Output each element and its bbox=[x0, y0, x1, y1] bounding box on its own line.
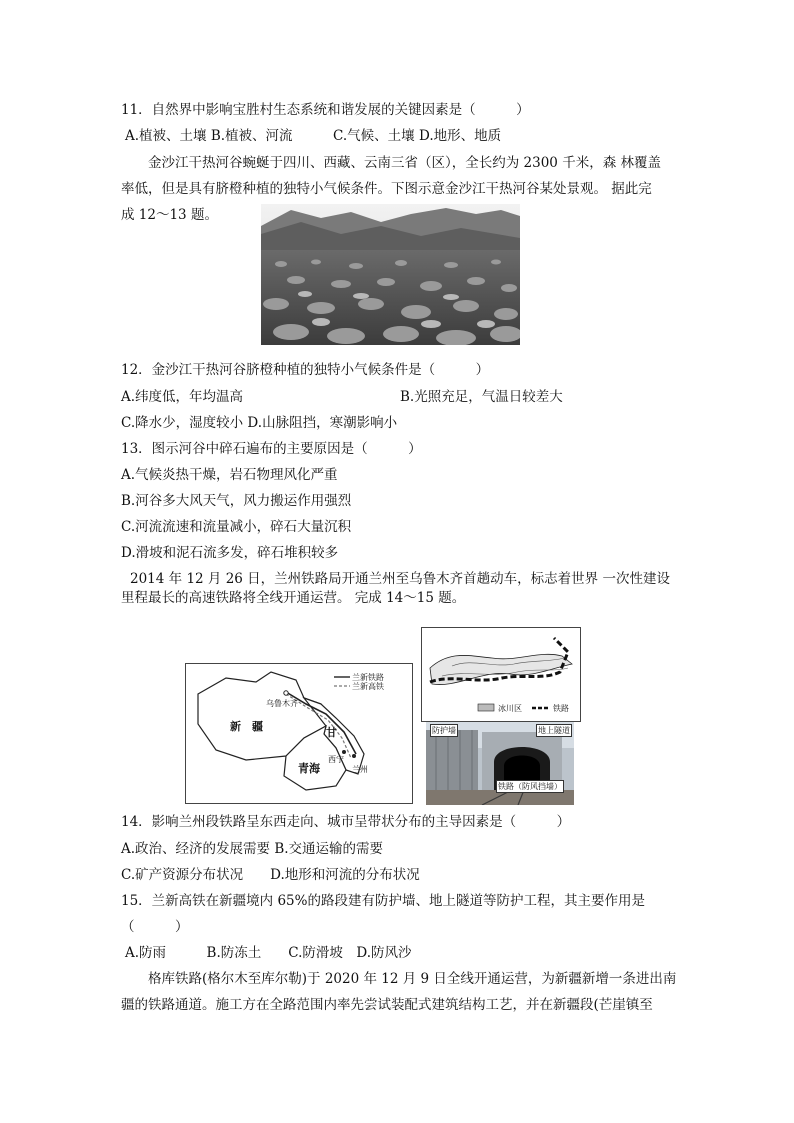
q13-option-c: C.河流流速和流量减小，碎石大量沉积 bbox=[121, 519, 352, 535]
tunnel-label-tunnel: 地上隧道 bbox=[538, 726, 570, 735]
intro16-line1: 格库铁路(格尔木至库尔勒)于 2020 年 12 月 9 日全线开通运营，为新疆新增一条进出南 bbox=[148, 971, 677, 987]
intro12-line2: 率低，但是具有脐橙种植的独特小气候条件。下图示意金沙江干热河谷某处景观。 据此完 bbox=[121, 181, 652, 197]
q11-options: A.植被、土壤 B.植被、河流 C.气候、土壤 D.地形、地质 bbox=[125, 128, 502, 144]
region-gansu: 甘 bbox=[326, 726, 337, 739]
q12-option-a: A.纬度低，年均温高 bbox=[121, 389, 244, 405]
tunnel-photo bbox=[426, 722, 574, 805]
city-urumqi: 乌鲁木齐 bbox=[266, 699, 298, 708]
legend-hsr-label: 兰新高铁 bbox=[352, 682, 384, 691]
intro12-line1: 金沙江干热河谷蜿蜒于四川、西藏、云南三省（区），全长约为 2300 千米，森 林覆盖 bbox=[148, 155, 661, 171]
q13-option-b: B.河谷多大风天气，风力搬运作用强烈 bbox=[121, 493, 352, 509]
city-xining: 西宁 bbox=[328, 755, 344, 764]
q15-options: A.防雨 B.防冻土 C.防滑坡 D.防风沙 bbox=[125, 945, 412, 961]
legend-rail-label: 兰新铁路 bbox=[352, 673, 384, 682]
q13-option-d: D.滑坡和泥石流多发，碎石堆积较多 bbox=[121, 545, 339, 561]
intro12-line3: 成 12～13 题。 bbox=[121, 207, 218, 223]
q14-stem: 14．影响兰州段铁路呈东西走向、城市呈带状分布的主导因素是（ ） bbox=[121, 814, 571, 830]
intro14-line2: 里程最长的高速铁路将全线开通运营。 完成 14～15 题。 bbox=[121, 590, 466, 606]
q11-stem: 11．自然界中影响宝胜村生态系统和谐发展的关键因素是（ ） bbox=[121, 102, 530, 118]
region-xinjiang: 新 疆 bbox=[230, 720, 263, 733]
q15-stem: 15．兰新高铁在新疆境内 65%的路段建有防护墙、地上隧道等防护工程，其主要作用是 bbox=[121, 893, 645, 909]
q12-option-b: B.光照充足，气温日较差大 bbox=[400, 389, 563, 405]
railway-map bbox=[185, 663, 413, 804]
terrain-legend-b: 铁路 bbox=[553, 704, 569, 713]
q14-option-cd: C.矿产资源分布状况 D.地形和河流的分布状况 bbox=[121, 867, 420, 883]
q12-stem: 12．金沙江干热河谷脐橙种植的独特小气候条件是（ ） bbox=[121, 362, 490, 378]
valley-photo bbox=[261, 204, 520, 345]
tunnel-label-wall: 防护墙 bbox=[432, 726, 456, 735]
q15-paren: （ ） bbox=[121, 919, 189, 935]
terrain-legend-a: 冰川区 bbox=[498, 704, 522, 713]
intro14-line1: 2014 年 12 月 26 日，兰州铁路局开通兰州至乌鲁木齐首趟动车，标志着世界 一次性建设 bbox=[130, 571, 670, 587]
region-qinghai: 青海 bbox=[298, 762, 320, 775]
q13-option-a: A.气候炎热干燥，岩石物理风化严重 bbox=[121, 467, 338, 483]
q13-stem: 13．图示河谷中碎石遍布的主要原因是（ ） bbox=[121, 441, 422, 457]
route-terrain-diagram bbox=[421, 627, 581, 722]
q12-option-cd: C.降水少，湿度较小 D.山脉阻挡，寒潮影响小 bbox=[121, 415, 398, 431]
tunnel-label-track: 铁路（防风挡墙） bbox=[498, 782, 562, 791]
q14-option-ab: A.政治、经济的发展需要 B.交通运输的需要 bbox=[121, 841, 384, 857]
intro16-line2: 疆的铁路通道。施工方在全路范围内率先尝试装配式建筑结构工艺，并在新疆段(芒崖镇至 bbox=[121, 997, 653, 1013]
city-lanzhou: 兰州 bbox=[352, 765, 368, 774]
